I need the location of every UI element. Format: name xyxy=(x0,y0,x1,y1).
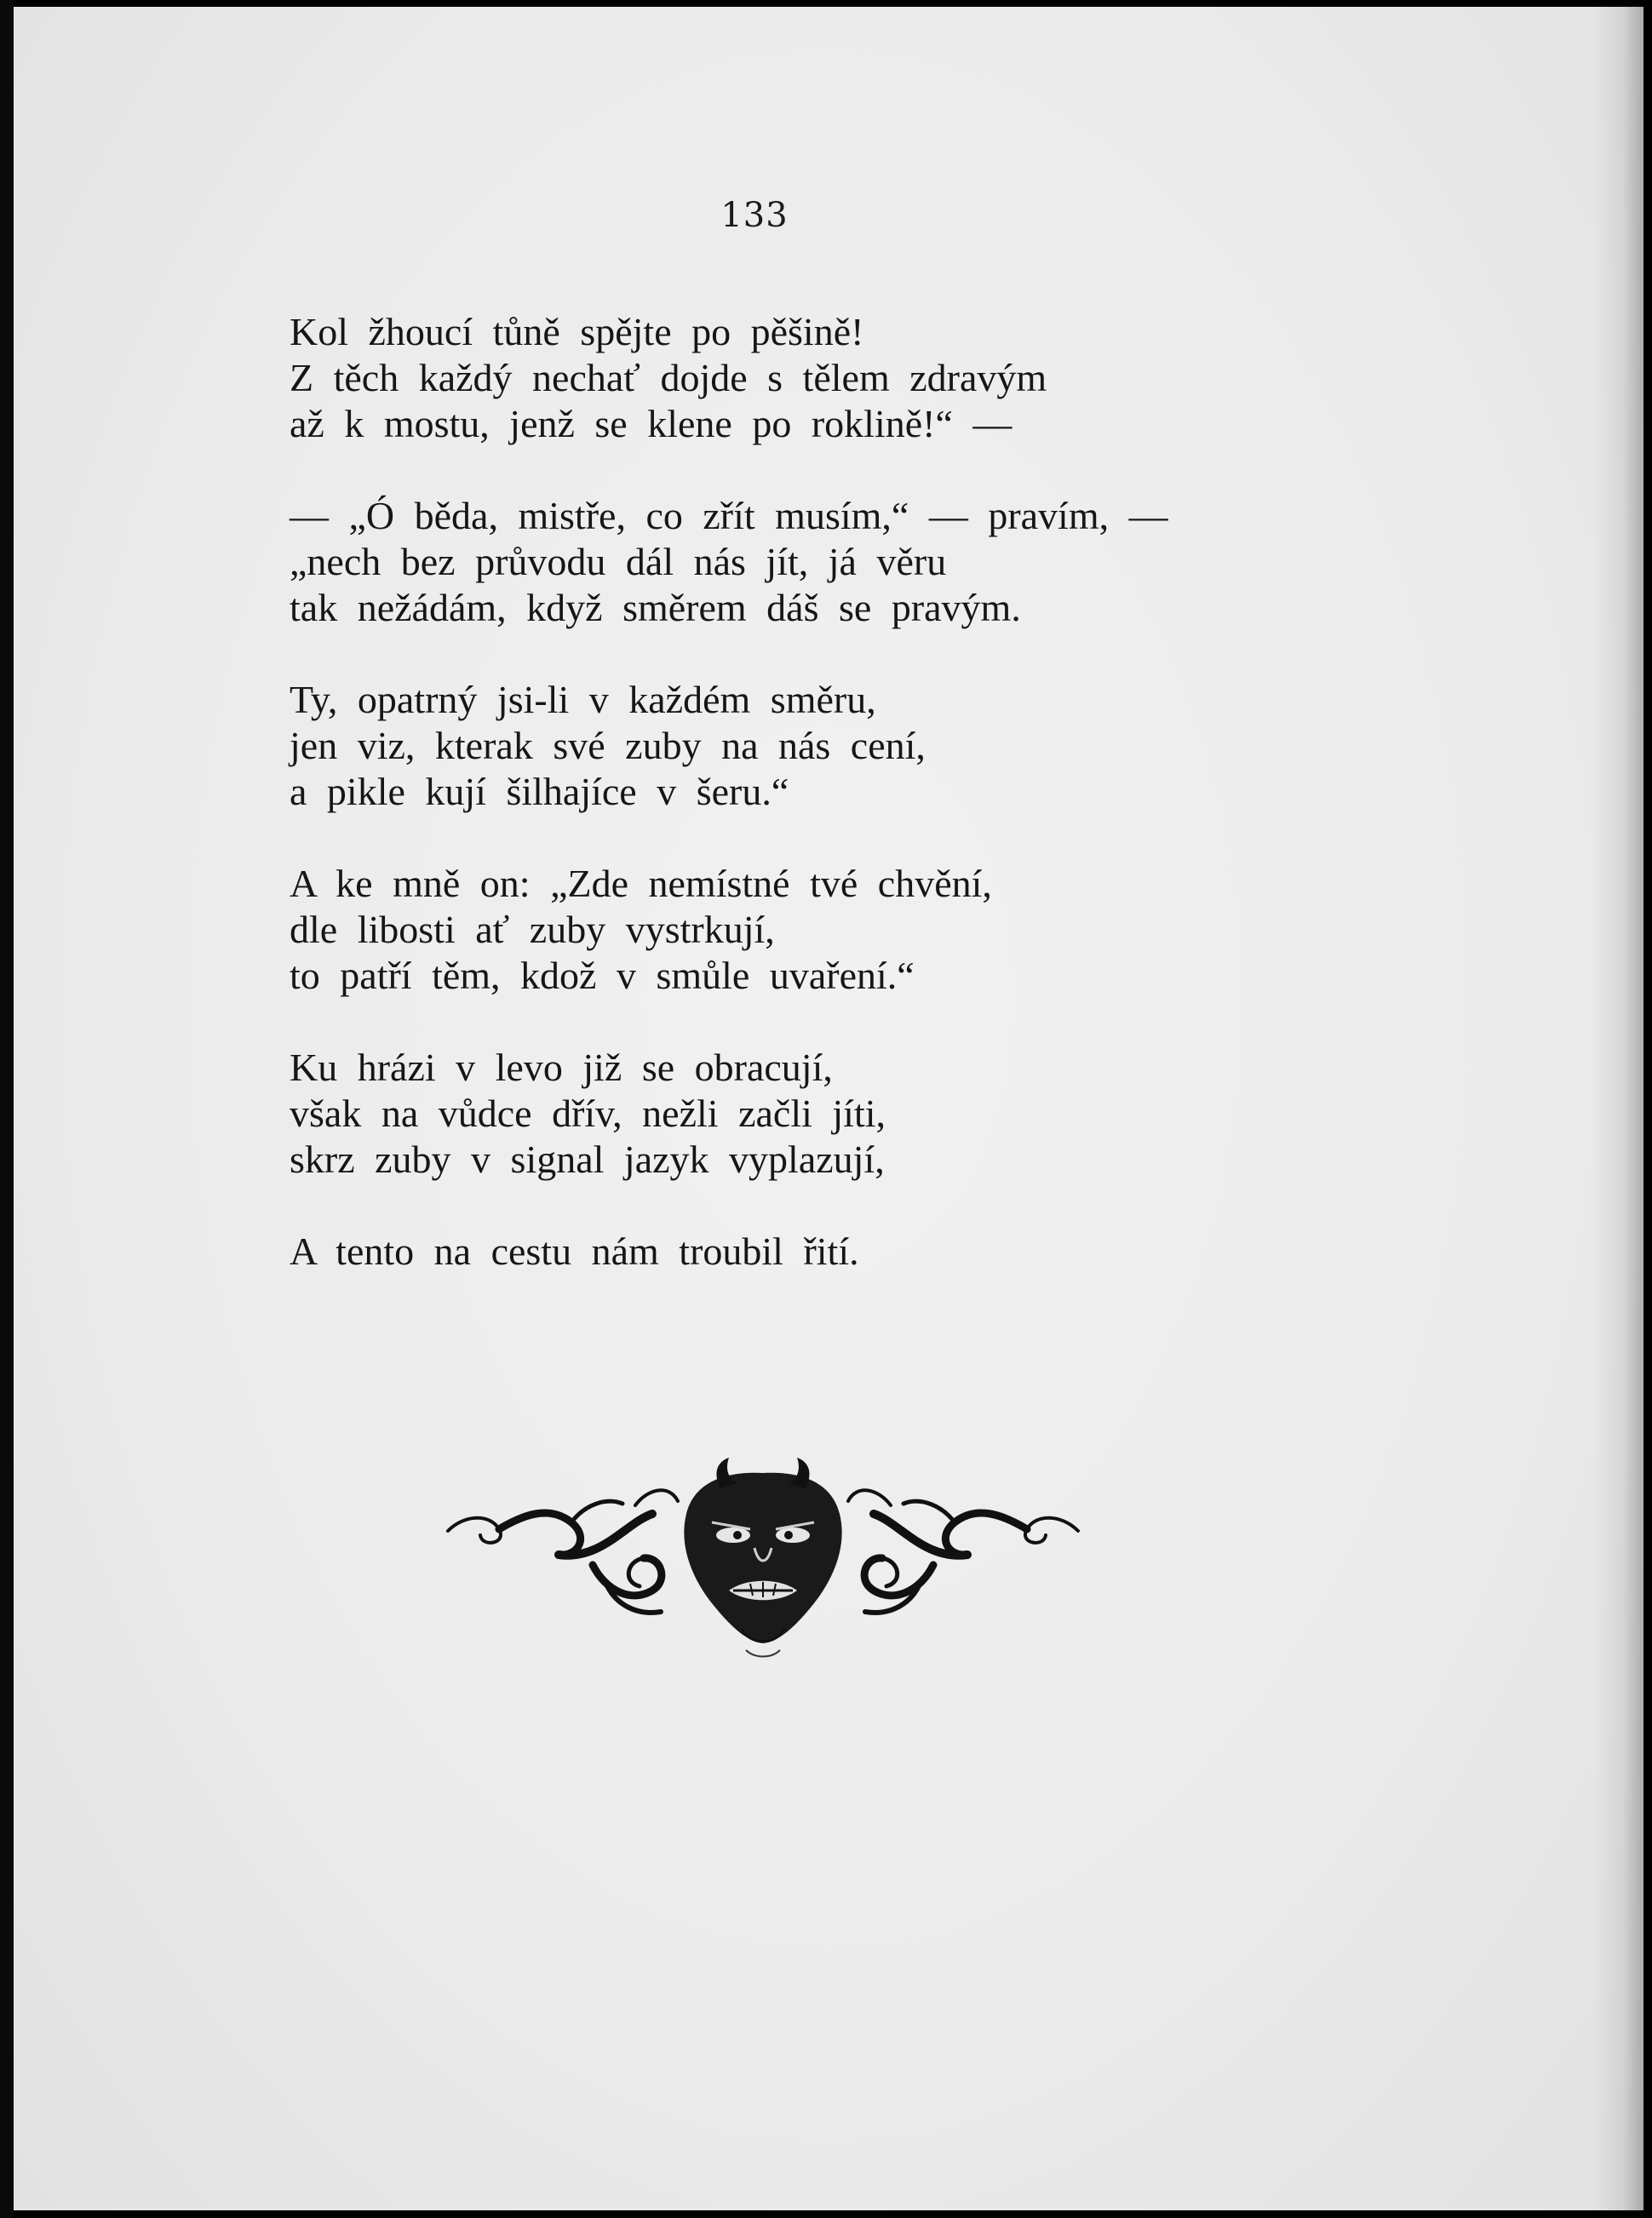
verse-line: Z těch každý nechať dojde s tělem zdravým xyxy=(290,356,1047,399)
stanza-3 xyxy=(290,677,1260,815)
verse-line: to patří těm, kdož v smůle uvaření.“ xyxy=(290,954,915,997)
stanza-1 xyxy=(290,309,1260,447)
stanza-2 xyxy=(290,493,1260,631)
verse-line: však na vůdce dřív, nežli začli jíti, xyxy=(290,1092,886,1135)
stanza-5 xyxy=(290,1045,1260,1183)
verse-line: dle libosti ať zuby vystrkují, xyxy=(290,908,775,951)
book-page xyxy=(14,7,1643,2210)
page-number: 133 xyxy=(720,196,789,235)
stanza-4 xyxy=(290,861,1260,999)
verse-line: — „Ó běda, mistře, co zřít musím,“ — pravím, — xyxy=(290,494,1168,537)
verse-line: Ku hrázi v levo již se obracují, xyxy=(290,1046,833,1089)
verse-line: „nech bez průvodu dál nás jít, já věru xyxy=(290,540,947,583)
page-gutter-shadow xyxy=(1592,7,1643,2210)
poem-text xyxy=(290,309,1260,1321)
scan-left-border xyxy=(0,0,14,2218)
verse-line: A tento na cestu nám troubil řití. xyxy=(290,1229,859,1273)
verse-line: skrz zuby v signal jazyk vyplazují, xyxy=(290,1138,885,1181)
verse-line: tak nežádám, když směrem dáš se pravým. xyxy=(290,586,1021,629)
verse-line: a pikle kují šilhajíce v šeru.“ xyxy=(290,770,789,813)
verse-line: jen viz, kterak své zuby na nás cení, xyxy=(290,724,926,767)
verse-line: A ke mně on: „Zde nemístné tvé chvění, xyxy=(290,862,992,905)
stanza-6 xyxy=(290,1229,1260,1275)
verse-line: Kol žhoucí tůně spějte po pěšině! xyxy=(290,310,864,353)
verse-line: až k mostu, jenž se klene po roklině!“ — xyxy=(290,402,1012,445)
verse-line: Ty, opatrný jsi-li v každém směru, xyxy=(290,678,876,721)
demon-mask-ornament-icon xyxy=(431,1454,1095,1676)
